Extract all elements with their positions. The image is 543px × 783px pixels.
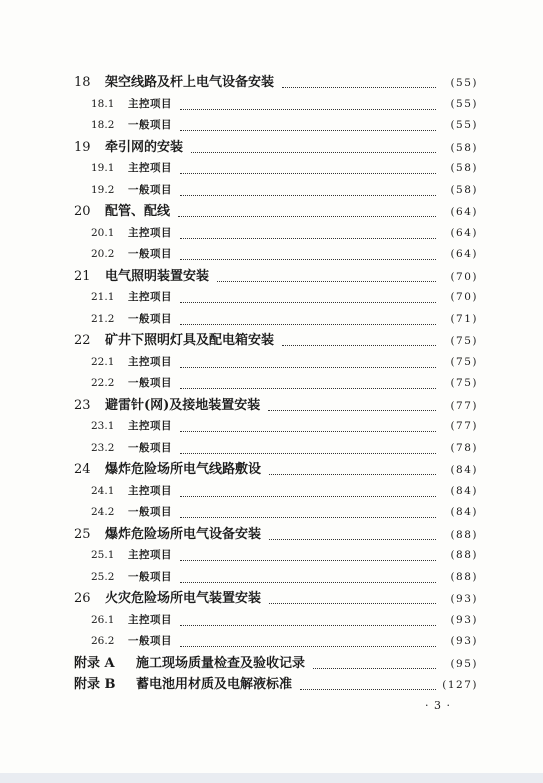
- toc-entry-page: (58): [450, 162, 478, 174]
- dot-leader: [180, 445, 436, 454]
- toc-entry-title: 火灾危险场所电气装置安装: [105, 591, 262, 606]
- toc-entry-title: 主控项目: [128, 613, 172, 626]
- toc-entry-number: 24.1: [91, 484, 115, 497]
- toc-entry-page: (88): [450, 570, 478, 583]
- toc-entry-title: 电气照明装置安装: [105, 268, 210, 284]
- toc-entry-page: (75): [450, 377, 478, 389]
- toc-entry-title: 主控项目: [128, 226, 172, 239]
- dot-leader: [180, 488, 436, 497]
- toc-entry-title: 配管、配线: [105, 204, 171, 219]
- toc-entry-page: (127): [442, 679, 478, 691]
- toc-entry-title: 主控项目: [128, 420, 172, 432]
- toc-entry-number: 22: [74, 333, 91, 348]
- toc-entry-section[interactable]: [74, 309, 478, 331]
- toc-entry-appendix[interactable]: [74, 653, 478, 675]
- toc-entry-page: (88): [450, 549, 478, 561]
- toc-entry-section[interactable]: [74, 481, 478, 503]
- dot-leader: [282, 337, 436, 346]
- toc-entry-number: 20.2: [91, 248, 115, 260]
- toc-entry-number: 23.1: [91, 420, 115, 432]
- toc-entry-number: 附录 A: [74, 655, 115, 671]
- toc-entry-number: 23: [74, 397, 91, 413]
- toc-entry-number: 24: [74, 462, 91, 477]
- toc-entry-chapter[interactable]: [74, 137, 478, 159]
- toc-entry-section[interactable]: [74, 244, 478, 266]
- dot-leader: [180, 380, 436, 389]
- toc-entry-number: 25: [74, 526, 91, 542]
- toc-entry-section[interactable]: [74, 352, 478, 374]
- toc-entry-chapter[interactable]: [74, 330, 478, 352]
- toc-entry-page: (75): [450, 335, 478, 347]
- toc-entry-title: 一般项目: [128, 570, 172, 583]
- toc-entry-number: 23.2: [91, 441, 115, 454]
- toc-entry-number: 19: [74, 139, 91, 155]
- toc-entry-title: 避雷针(网)及接地装置安装: [105, 397, 261, 413]
- toc-entry-title: 爆炸危险场所电气设备安装: [105, 526, 262, 542]
- toc-entry-section[interactable]: [74, 545, 478, 567]
- toc-entry-page: (84): [450, 464, 478, 476]
- toc-entry-title: 主控项目: [128, 97, 172, 110]
- dot-leader: [180, 423, 436, 432]
- toc-entry-page: (77): [450, 399, 478, 412]
- toc-entry-section[interactable]: [74, 631, 478, 653]
- toc-entry-chapter[interactable]: [74, 524, 478, 546]
- toc-entry-section[interactable]: [74, 610, 478, 632]
- toc-entry-title: 一般项目: [128, 248, 172, 260]
- toc-entry-chapter[interactable]: [74, 72, 478, 94]
- toc-entry-page: (77): [450, 420, 478, 432]
- toc-entry-section[interactable]: [74, 416, 478, 438]
- toc-entry-title: 主控项目: [128, 549, 172, 561]
- toc-entry-page: (93): [450, 613, 478, 626]
- dot-leader: [269, 595, 436, 604]
- dot-leader: [300, 681, 436, 690]
- toc-entry-page: (55): [450, 77, 478, 89]
- dot-leader: [180, 552, 436, 561]
- toc-entry-number: 18.1: [91, 97, 115, 110]
- dot-leader: [269, 531, 436, 540]
- dot-leader: [269, 466, 436, 475]
- toc-entry-title: 架空线路及杆上电气设备安装: [105, 75, 275, 90]
- dot-leader: [178, 208, 436, 217]
- toc-entry-title: 蓄电池用材质及电解液标准: [136, 677, 293, 692]
- toc-entry-number: 24.2: [91, 506, 115, 518]
- toc-entry-number: 19.1: [91, 162, 115, 174]
- toc-entry-title: 爆炸危险场所电气线路敷设: [105, 462, 262, 477]
- toc-entry-title: 主控项目: [128, 291, 172, 303]
- toc-entry-number: 21.1: [91, 291, 115, 303]
- toc-entry-number: 25.2: [91, 570, 115, 583]
- dot-leader: [180, 165, 436, 174]
- toc-entry-page: (58): [450, 183, 478, 196]
- toc-entry-title: 一般项目: [128, 183, 172, 196]
- toc-entry-chapter[interactable]: [74, 588, 478, 610]
- toc-entry-number: 25.1: [91, 549, 115, 561]
- toc-entry-page: (70): [450, 291, 478, 303]
- toc-entry-page: (71): [450, 312, 478, 325]
- toc-entry-section[interactable]: [74, 373, 478, 395]
- toc-entry-section[interactable]: [74, 94, 478, 116]
- toc-entry-number: 21.2: [91, 312, 115, 325]
- dot-leader: [180, 509, 436, 518]
- dot-leader: [180, 316, 436, 325]
- dot-leader: [180, 251, 436, 260]
- toc-entry-number: 附录 B: [74, 677, 116, 692]
- toc-entry-number: 26: [74, 591, 91, 606]
- dot-leader: [180, 230, 436, 239]
- toc-entry-section[interactable]: [74, 115, 478, 137]
- toc-entry-number: 19.2: [91, 183, 115, 196]
- toc-entry-page: (84): [450, 484, 478, 497]
- dot-leader: [180, 617, 436, 626]
- toc-entry-section[interactable]: [74, 180, 478, 202]
- dot-leader: [217, 273, 436, 282]
- toc-entry-title: 一般项目: [128, 441, 172, 454]
- toc-entry-page: (93): [450, 593, 478, 605]
- dot-leader: [313, 660, 436, 669]
- toc-entry-page: (64): [450, 206, 478, 218]
- toc-entry-title: 施工现场质量检查及验收记录: [136, 655, 306, 671]
- toc-entry-title: 一般项目: [128, 312, 172, 325]
- toc-entry-title: 主控项目: [128, 484, 172, 497]
- toc-entry-number: 20.1: [91, 226, 115, 239]
- page-number: · 3 ·: [425, 699, 451, 712]
- dot-leader: [180, 574, 436, 583]
- dot-leader: [180, 294, 436, 303]
- dot-leader: [180, 101, 436, 110]
- toc-entry-section[interactable]: [74, 567, 478, 589]
- toc-entry-page: (55): [450, 97, 478, 110]
- toc-entry-page: (64): [450, 226, 478, 239]
- toc-entry-title: 主控项目: [128, 162, 172, 174]
- toc-entry-number: 18: [74, 75, 91, 90]
- dot-leader: [191, 144, 436, 153]
- toc-entry-section[interactable]: [74, 502, 478, 524]
- dot-leader: [180, 638, 436, 647]
- dot-leader: [282, 79, 436, 88]
- table-of-contents: [74, 72, 478, 696]
- toc-entry-page: (88): [450, 528, 478, 541]
- page-bottom-edge: [0, 773, 543, 783]
- dot-leader: [180, 122, 436, 131]
- toc-entry-title: 主控项目: [128, 355, 172, 368]
- toc-entry-chapter[interactable]: [74, 266, 478, 288]
- toc-entry-number: 21: [74, 268, 91, 284]
- dot-leader: [180, 359, 436, 368]
- toc-entry-page: (64): [450, 248, 478, 260]
- toc-entry-page: (84): [450, 506, 478, 518]
- toc-entry-number: 22.2: [91, 377, 115, 389]
- toc-entry-title: 一般项目: [128, 377, 172, 389]
- toc-entry-chapter[interactable]: [74, 459, 478, 481]
- toc-entry-page: (93): [450, 635, 478, 647]
- toc-entry-number: 26.1: [91, 613, 115, 626]
- toc-entry-title: 牵引网的安装: [105, 139, 184, 155]
- toc-entry-number: 22.1: [91, 355, 115, 368]
- toc-entry-page: (58): [450, 141, 478, 154]
- toc-entry-title: 一般项目: [128, 635, 172, 647]
- dot-leader: [268, 402, 436, 411]
- toc-entry-number: 26.2: [91, 635, 115, 647]
- toc-entry-page: (95): [450, 657, 478, 670]
- toc-entry-page: (78): [450, 441, 478, 454]
- toc-entry-section[interactable]: [74, 438, 478, 460]
- toc-entry-section[interactable]: [74, 287, 478, 309]
- toc-entry-number: 20: [74, 204, 91, 219]
- dot-leader: [180, 187, 436, 196]
- toc-entry-title: 一般项目: [128, 119, 172, 131]
- toc-entry-title: 一般项目: [128, 506, 172, 518]
- toc-entry-section[interactable]: [74, 158, 478, 180]
- toc-entry-page: (75): [450, 355, 478, 368]
- toc-entry-chapter[interactable]: [74, 201, 478, 223]
- toc-entry-page: (55): [450, 119, 478, 131]
- toc-entry-page: (70): [450, 270, 478, 283]
- toc-entry-title: 矿井下照明灯具及配电箱安装: [105, 333, 275, 348]
- toc-entry-number: 18.2: [91, 119, 115, 131]
- toc-entry-chapter[interactable]: [74, 395, 478, 417]
- toc-entry-appendix[interactable]: [74, 674, 478, 696]
- toc-entry-section[interactable]: [74, 223, 478, 245]
